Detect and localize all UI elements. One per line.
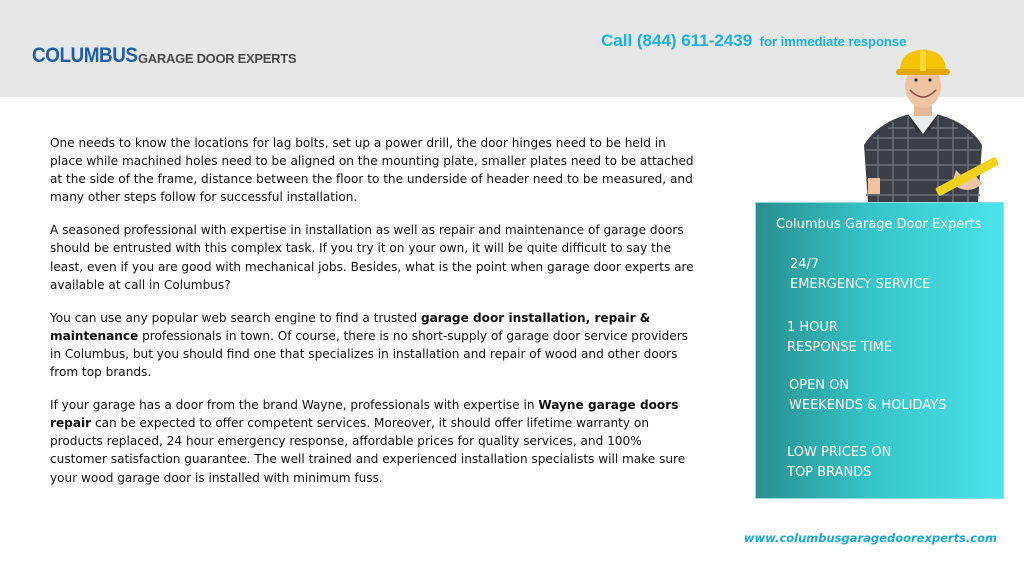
feature-weekends-holidays [789,376,946,416]
feature-emergency-service [790,255,930,295]
installation-keyword: garage door installation, repair & maintenance [50,310,651,343]
feature-line: 24/7 [790,257,820,272]
site-logo[interactable] [32,44,297,68]
feature-line: TOP BRANDS [787,465,872,480]
phone-number[interactable]: Call (844) 611-2439 [601,31,753,50]
website-link[interactable]: www.columbusgaragedoorexperts.com [743,531,997,545]
feature-line: OPEN ON [789,378,850,393]
feature-line: 1 HOUR [787,320,838,335]
feature-line: WEEKENDS & HOLIDAYS [789,398,947,413]
call-banner [601,31,906,51]
paragraph-1: One needs to know the locations for lag bolts, set up a power drill, the door hinges need to be held in place while machined holes need to be aligned on the mounting plate, smaller plates need to be attached at the side of the frame, distance between the floor to the underside of header need to be measured, and many other steps follow for successful installation. [50,136,694,205]
worker-illustration-icon [848,50,998,202]
paragraph-2: A seasoned professional with expertise in installation as well as repair and maintenance of garage doors should be entrusted with this complex task. If you try it on your own, it will be quite difficult to say the least, even if you are good with mechanical jobs. Besides, what is the point when garage door experts are available at call in Columbus? [50,223,694,292]
paragraph-4-text-end: can be expected to offer competent services. Moreover, it should offer lifetime warranty on products replaced, 24 hour emergency response, affordable prices for quality services, and 100% customer satisfaction guarantee. The well trained and experienced installation specialists will make sure your wood garage door is installed with minimum fuss. [50,416,686,485]
paragraph-3 [50,309,698,381]
paragraph-3-text: You can use any popular web search engine to find a trusted [50,310,421,325]
article-body [50,134,698,502]
feature-low-prices [787,443,891,483]
phone-note: for immediate response [759,34,907,49]
paragraph-4 [50,396,698,486]
paragraph-3-text-end: professionals in town. Of course, there is no short-supply of garage door service providers in Columbus, but you should find one that specializes in installation and repair of wood and other doors from top brands. [50,328,688,380]
feature-line: EMERGENCY SERVICE [790,277,931,292]
logo-main-text: COLUMBUS [32,44,138,67]
panel-title: Columbus Garage Door Experts [776,217,982,232]
wayne-keyword: Wayne garage doors repair [50,398,679,431]
feature-line: RESPONSE TIME [787,340,893,355]
feature-line: LOW PRICES ON [787,445,892,460]
services-panel [755,202,1004,499]
logo-sub-text: GARAGE DOOR EXPERTS [138,51,297,66]
paragraph-4-text: If your garage has a door from the brand Wayne, professionals with expertise in [50,398,539,413]
feature-response-time [787,318,892,358]
